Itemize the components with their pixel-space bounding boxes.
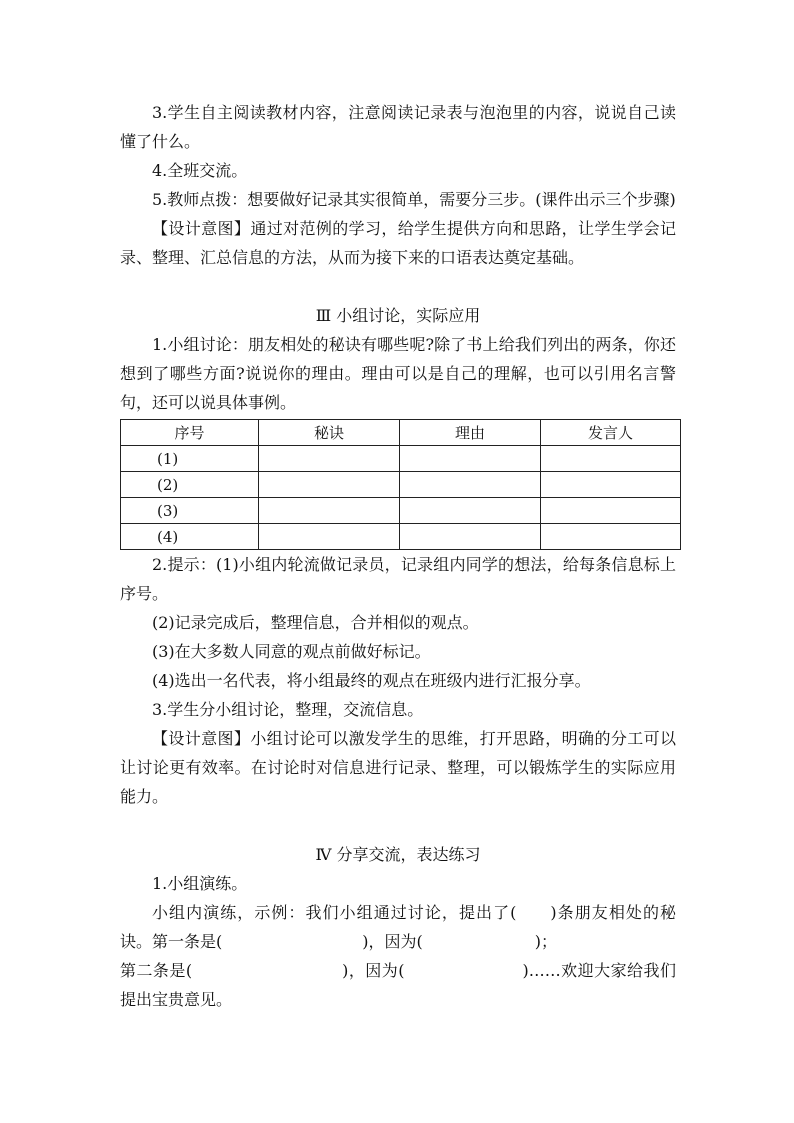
discussion-paragraph: 1.小组讨论：朋友相处的秘诀有哪些呢?除了书上给我们列出的两条，你还想到了哪些方面?说说你的理由。理由可以是自己的理解，也可以引用名言警句，还可以说具体事例。 xyxy=(120,335,676,412)
example-paragraph-2 xyxy=(120,956,676,1014)
example-text: )条朋友相处的秘诀。第一条是( xyxy=(120,903,676,951)
design-intent-1: 【设计意图】通过对范例的学习，给学生提供方向和思路，让学生学会记录、整理、汇总信息的方法，从而为接下来的口语表达奠定基础。 xyxy=(120,219,676,267)
example-text: )，因为( xyxy=(342,961,405,980)
spacer xyxy=(120,272,676,301)
table-cell: (3) xyxy=(121,498,259,524)
example-text: )，因为( xyxy=(362,932,423,951)
table-cell xyxy=(541,498,681,524)
table-cell xyxy=(259,472,400,498)
paragraph-item-4: 4.全班交流。 xyxy=(152,161,248,180)
tips-paragraph: 2.提示：(1)小组内轮流做记录员，记录组内同学的想法，给每条信息标上序号。 xyxy=(120,555,676,603)
example-paragraph xyxy=(120,898,676,956)
example-text: 小组内演练，示例：我们小组通过讨论，提出了( xyxy=(152,903,517,922)
table-cell: (2) xyxy=(121,472,259,498)
paragraph-item-5: 5.教师点拨：想要做好记录其实很简单，需要分三步。(课件出示三个步骤) xyxy=(152,190,676,209)
table-row xyxy=(121,498,681,524)
table-cell xyxy=(541,472,681,498)
header-cell: 序号 xyxy=(121,420,259,446)
table-cell xyxy=(400,472,541,498)
document-page xyxy=(120,98,676,1014)
table-cell xyxy=(400,446,541,472)
tip-4: (4)选出一名代表，将小组最终的观点在班级内进行汇报分享。 xyxy=(152,671,591,690)
table-cell xyxy=(400,498,541,524)
section-heading-4: Ⅳ 分享交流，表达练习 xyxy=(315,845,481,864)
section-heading-3: Ⅲ 小组讨论，实际应用 xyxy=(315,306,481,325)
example-text: )； xyxy=(534,932,557,951)
table-cell xyxy=(259,446,400,472)
table-cell xyxy=(541,524,681,550)
record-table xyxy=(120,419,681,550)
header-cell: 理由 xyxy=(400,420,541,446)
table-header-row xyxy=(121,420,681,446)
spacer xyxy=(120,811,676,840)
example-text: )……欢迎大家给我们提出宝贵意见。 xyxy=(120,961,676,1009)
table-cell: (1) xyxy=(121,446,259,472)
paragraph-rehearsal: 1.小组演练。 xyxy=(152,874,248,893)
paragraph-item-3: 3.学生自主阅读教材内容，注意阅读记录表与泡泡里的内容，说说自己读懂了什么。 xyxy=(120,103,676,151)
design-intent-2: 【设计意图】小组讨论可以激发学生的思维，打开思路，明确的分工可以让讨论更有效率。在讨论时对信息进行记录、整理，可以锻炼学生的实际应用能力。 xyxy=(120,729,676,806)
table-row xyxy=(121,446,681,472)
paragraph-item-3-discuss: 3.学生分小组讨论，整理，交流信息。 xyxy=(152,700,424,719)
table-row xyxy=(121,472,681,498)
table-row xyxy=(121,524,681,550)
table-cell xyxy=(259,524,400,550)
table-cell xyxy=(400,524,541,550)
header-cell: 秘诀 xyxy=(259,420,400,446)
table-cell xyxy=(259,498,400,524)
tip-3: (3)在大多数人同意的观点前做好标记。 xyxy=(152,642,431,661)
example-text: 第二条是( xyxy=(120,961,193,980)
table-cell xyxy=(541,446,681,472)
header-cell: 发言人 xyxy=(541,420,681,446)
tip-2: (2)记录完成后，整理信息，合并相似的观点。 xyxy=(152,613,479,632)
table-cell: (4) xyxy=(121,524,259,550)
